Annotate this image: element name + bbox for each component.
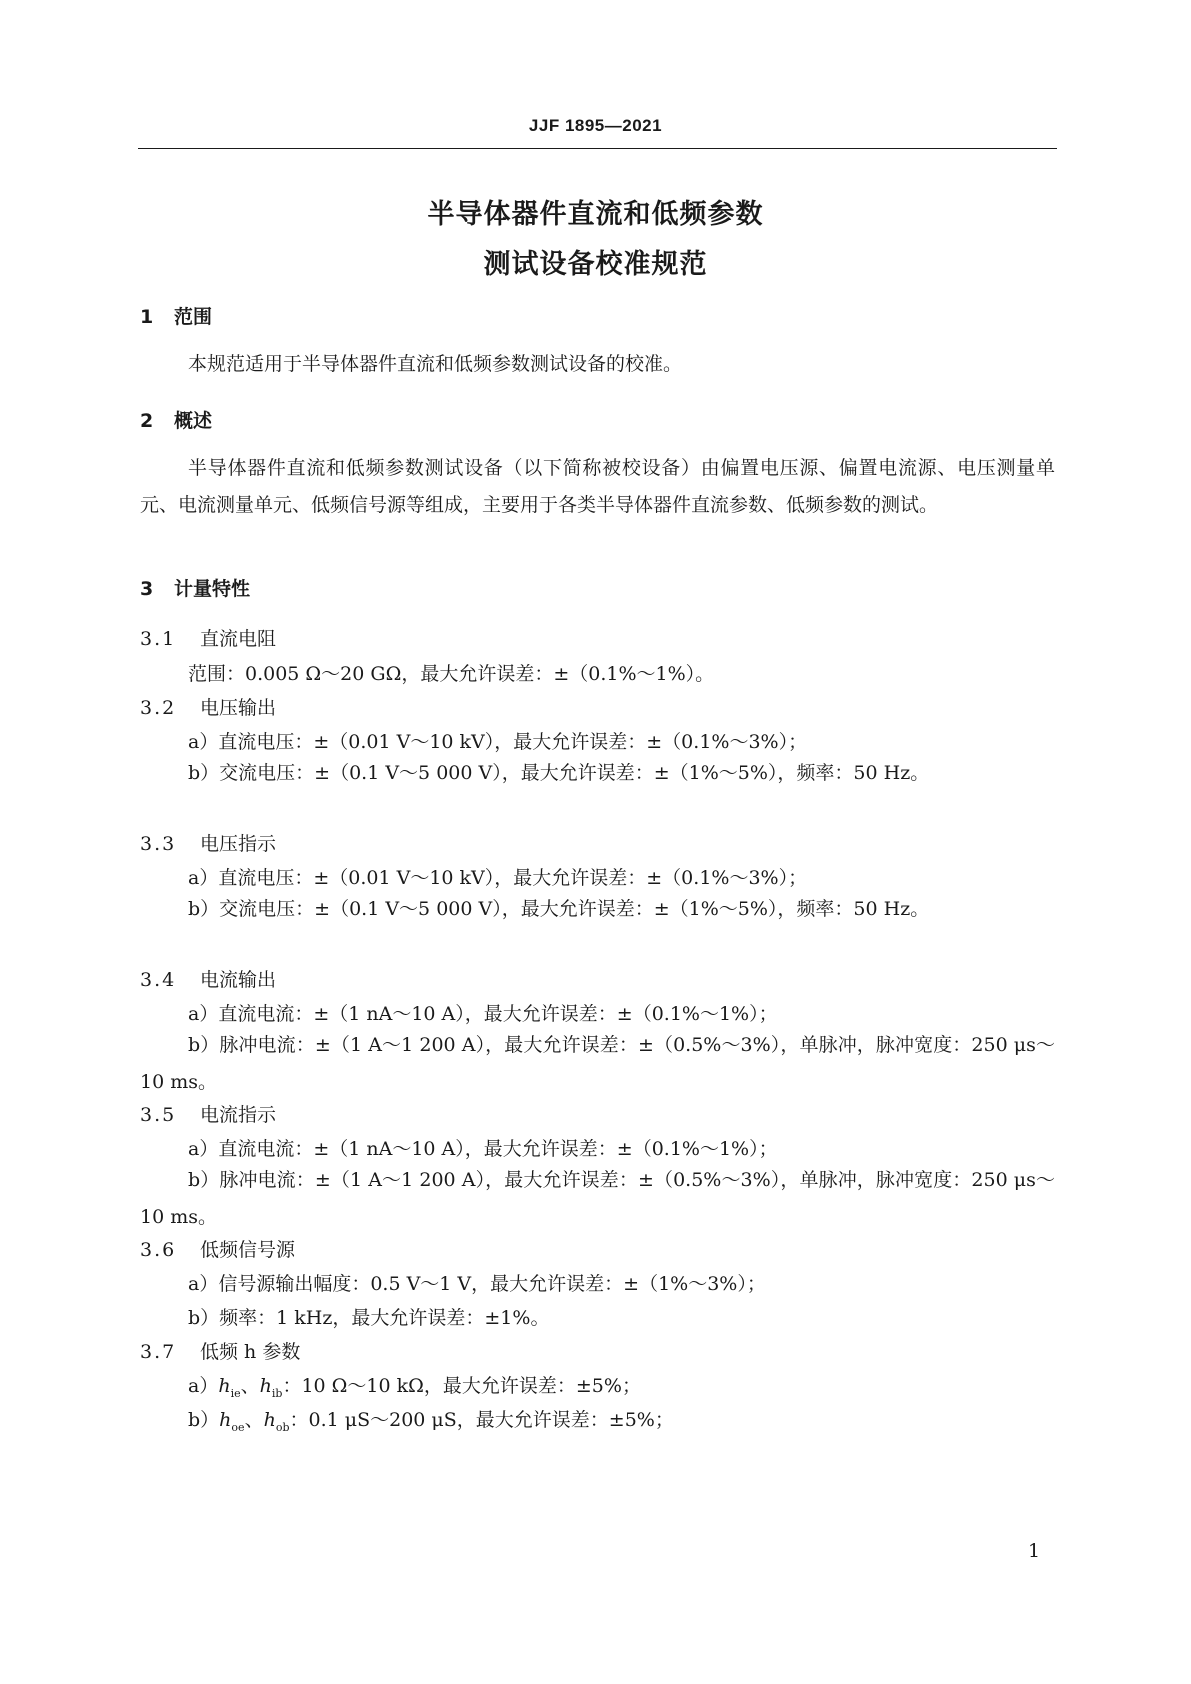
section-3-heading	[140, 574, 250, 601]
subsection-number: 3.6	[140, 1239, 177, 1261]
subsection-3-6-heading	[140, 1235, 295, 1262]
list-item-a: a）直流电压：±（0.01 V～10 kV），最大允许误差：±（0.1%～3%）；	[188, 731, 808, 753]
section-1-body: 本规范适用于半导体器件直流和低频参数测试设备的校准。	[188, 353, 683, 375]
subsection-3-5-heading	[140, 1100, 276, 1127]
subsection-title: 电压指示	[200, 833, 277, 855]
section-1-heading	[140, 302, 212, 329]
subsection-title: 低频信号源	[200, 1239, 296, 1261]
subsection-title: 电流指示	[200, 1104, 277, 1126]
page-number: 1	[1028, 1540, 1041, 1562]
section-2-heading	[140, 406, 212, 433]
subsection-number: 3.4	[140, 969, 177, 991]
list-item-a: $a)h_{ie}$、$h_{ib}$：10 Ω～10 kΩ，最大允许误差：±5%；	[188, 1375, 641, 1400]
section-number: 1	[140, 306, 154, 328]
subsection-title: 低频 h 参数	[200, 1341, 301, 1363]
subsection-title: 电流输出	[200, 969, 277, 991]
section-title: 概述	[174, 410, 213, 432]
subsection-3-2-heading	[140, 693, 276, 720]
list-item-a: a）直流电流：±（1 nA～10 A），最大允许误差：±（0.1%～1%）；	[188, 1003, 778, 1025]
list-item-a: a）信号源输出幅度：0.5 V～1 V，最大允许误差：±（1%～3%）；	[188, 1273, 766, 1295]
subsection-3-7-heading	[140, 1337, 300, 1364]
section-number: 3	[140, 578, 154, 600]
subsection-number: 3.1	[140, 628, 177, 650]
section-title: 范围	[174, 306, 213, 328]
subsection-3-1-heading	[140, 624, 276, 651]
document-code: JJF 1895—2021	[528, 116, 663, 135]
subsection-title: 直流电阻	[200, 628, 277, 650]
subsection-3-4-heading	[140, 965, 276, 992]
subsection-number: 3.5	[140, 1104, 177, 1126]
subsection-number: 3.3	[140, 833, 177, 855]
list-item-b: b）交流电压：±（0.1 V～5 000 V），最大允许误差：±（1%～5%），频率：50 Hz。	[188, 762, 930, 784]
section-2-body: 半导体器件直流和低频参数测试设备（以下简称被校设备）由偏置电压源、偏置电流源、电压测量单元、电流测量单元、低频信号源等组成，主要用于各类半导体器件直流参数、低频参数的测试。	[140, 457, 1055, 516]
list-item-b: b）脉冲电流：±（1 A～1 200 A），最大允许误差：±（0.5%～3%），单脉冲，脉冲宽度：250 μs～10 ms。	[140, 1034, 1055, 1093]
title-line-1: 半导体器件直流和低频参数	[427, 199, 764, 230]
list-item-b: b）脉冲电流：±（1 A～1 200 A），最大允许误差：±（0.5%～3%），单脉冲，脉冲宽度：250 μs～10 ms。	[140, 1169, 1055, 1228]
list-item-b: b）频率：1 kHz，最大允许误差：±1%。	[188, 1307, 550, 1329]
section-number: 2	[140, 410, 154, 432]
list-item-b: b）交流电压：±（0.1 V～5 000 V），最大允许误差：±（1%～5%），频率：50 Hz。	[188, 898, 930, 920]
subsection-3-3-heading	[140, 829, 276, 856]
list-item-a: a）直流电流：±（1 nA～10 A），最大允许误差：±（0.1%～1%）；	[188, 1138, 778, 1160]
subsection-number: 3.7	[140, 1341, 177, 1363]
list-item-a: a）直流电压：±（0.01 V～10 kV），最大允许误差：±（0.1%～3%）；	[188, 867, 808, 889]
subsection-number: 3.2	[140, 697, 177, 719]
subsection-3-1-range: 范围：0.005 Ω～20 GΩ，最大允许误差：±（0.1%～1%）。	[188, 663, 715, 685]
list-item-b: $b)h_{oe}$、$h_{ob}$：0.1 μS～200 μS，最大允许误差：±5%；	[188, 1409, 674, 1434]
section-title: 计量特性	[174, 578, 251, 600]
header-rule	[138, 148, 1057, 149]
title-line-2: 测试设备校准规范	[483, 249, 708, 280]
subsection-title: 电压输出	[200, 697, 277, 719]
